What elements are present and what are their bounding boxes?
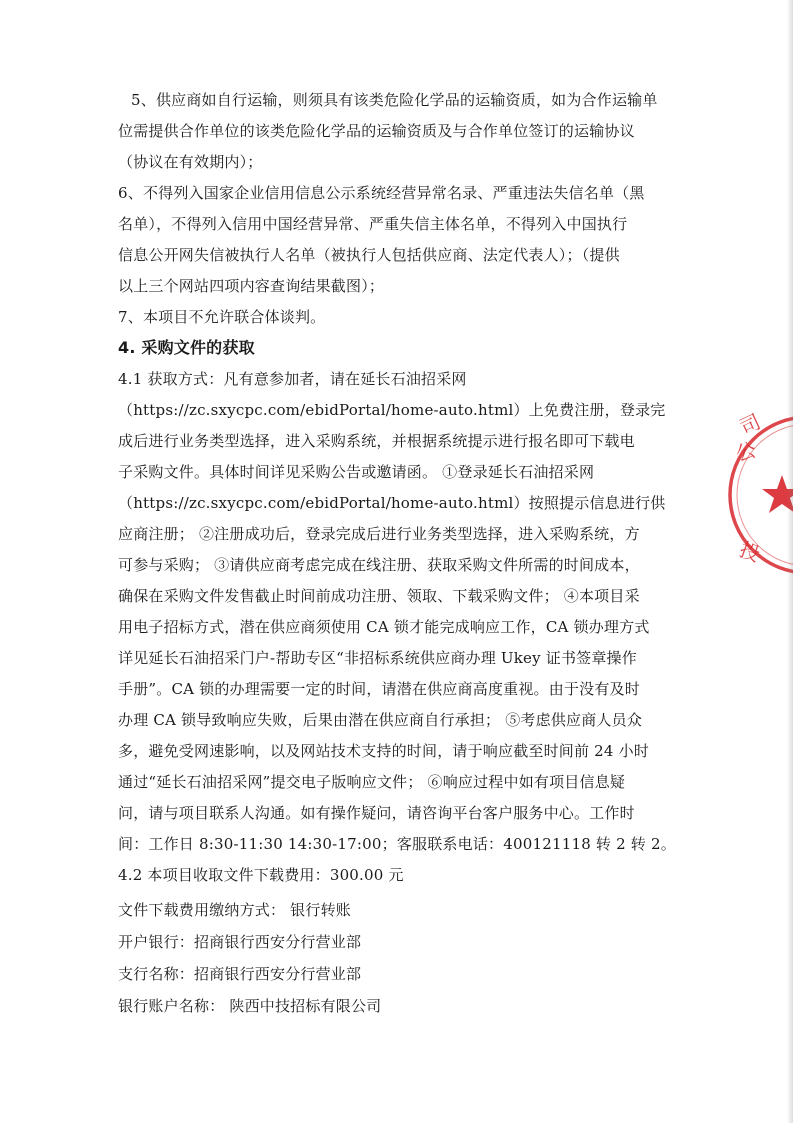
p41-line-13: 多，避免受网速影响，以及网站技术支持的时间，请于响应截至时间前 24 小时 — [118, 742, 650, 760]
item5-line-2: 位需提供合作单位的该类危险化学品的运输资质及与合作单位签订的运输协议 — [118, 122, 635, 140]
item6-line-2: 名单），不得列入信用中国经营异常、严重失信主体名单，不得列入中国执行 — [118, 215, 628, 233]
p41-line-14: 通过“延长石油招采网”提交电子版响应文件； ⑥响应过程中如有项目信息疑 — [118, 773, 626, 791]
bank-name: 开户银行：招商银行西安分行营业部 — [118, 933, 362, 951]
p41-line-16: 间：工作日 8:30-11:30 14:30-17:00；客服联系电话：400121118 转 2 转 2。 — [118, 835, 676, 853]
p41-line-1: 4.1 获取方式：凡有意参加者，请在延长石油招采网 — [118, 370, 467, 388]
p41-line-15: 问，请与项目联系人沟通。如有操作疑问，请咨询平台客户服务中心。工作时 — [118, 804, 635, 822]
p41-line-9: 用电子招标方式，潜在供应商须使用 CA 锁才能完成响应工作，CA 锁办理方式 — [118, 618, 650, 636]
item5-line-1: 5、供应商如自行运输，则须具有该类危险化学品的运输资质，如为合作运输单 — [131, 91, 658, 109]
page-edge-shadow — [787, 0, 793, 1123]
seal-char-1: 司 — [735, 409, 765, 440]
p41-line-8: 确保在采购文件发售截止时间前成功注册、领取、下载采购文件； ④本项目采 — [118, 587, 640, 605]
p41-line-6: 应商注册； ②注册成功后，登录完成后进行业务类型选择，进入采购系统，方 — [118, 525, 640, 543]
item5-line-3: （协议在有效期内）； — [118, 153, 263, 171]
branch-name: 支行名称：招商银行西安分行营业部 — [118, 965, 362, 983]
p41-line-4: 子采购文件。具体时间详见采购公告或邀请函。 ①登录延长石油招采网 — [118, 463, 595, 481]
p41-line-10: 详见延长石油招采门户-帮助专区“非招标系统供应商办理 Ukey 证书签章操作 — [118, 649, 637, 667]
item6-line-1: 6、不得列入国家企业信用信息公示系统经营异常名录、严重违法失信名单（黑 — [118, 184, 645, 202]
item6-line-3: 信息公开网失信被执行人名单（被执行人包括供应商、法定代表人）；（提供 — [118, 246, 620, 264]
p41-line-3: 成后进行业务类型选择，进入采购系统，并根据系统提示进行报名即可下载电 — [118, 432, 635, 450]
p41-line-2: （https://zc.sxycpc.com/ebidPortal/home-auto.html）上免费注册，登录完 — [118, 401, 666, 419]
p41-line-11: 手册”。CA 锁的办理需要一定的时间，请潜在供应商高度重视。由于没有及时 — [118, 680, 640, 698]
p42-fee: 4.2 本项目收取文件下载费用：300.00 元 — [118, 866, 404, 884]
p41-line-7: 可参与采购； ③请供应商考虑完成在线注册、获取采购文件所需的时间成本， — [118, 556, 640, 574]
account-name: 银行账户名称： 陕西中技招标有限公司 — [118, 997, 382, 1015]
seal-char-3: 投 — [736, 537, 764, 567]
company-seal-icon — [722, 395, 793, 595]
seal-char-2: 公 — [733, 437, 759, 466]
item6-line-4: 以上三个网站四项内容查询结果截图）； — [118, 277, 385, 295]
section4-heading: 4. 采购文件的获取 — [118, 338, 255, 357]
item7-line-1: 7、本项目不允许联合体谈判。 — [118, 308, 326, 326]
payment-method: 文件下载费用缴纳方式： 银行转账 — [118, 901, 351, 919]
p41-line-5: （https://zc.sxycpc.com/ebidPortal/home-auto.html）按照提示信息进行供 — [118, 494, 666, 512]
p41-line-12: 办理 CA 锁导致响应失败，后果由潜在供应商自行承担； ⑤考虑供应商人员众 — [118, 711, 643, 729]
